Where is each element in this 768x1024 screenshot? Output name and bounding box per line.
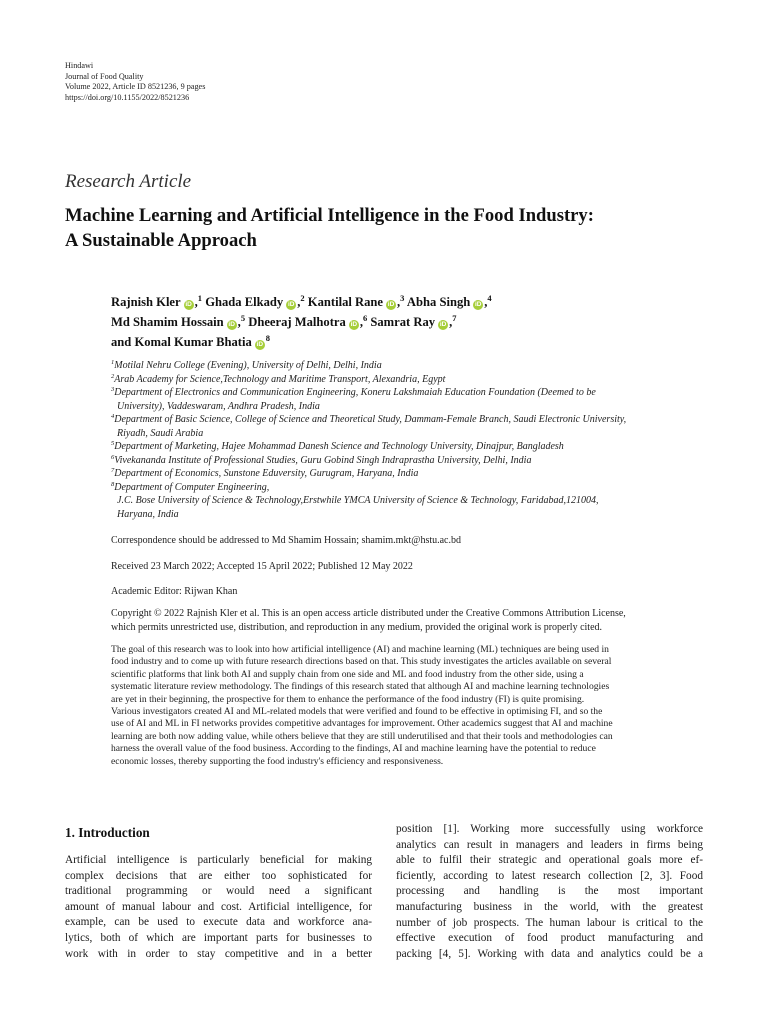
orcid-icon[interactable]: iD bbox=[228, 321, 235, 328]
correspondence-note: Correspondence should be addressed to Md Shamim Hossain; shamim.mkt@hstu.ac.bd bbox=[111, 535, 461, 546]
orcid-icon[interactable]: iD bbox=[350, 321, 358, 328]
orcid-icon[interactable]: iD bbox=[387, 301, 395, 308]
abstract-line: food industry and to come up with future research directions based on that. This study investigates the articles available on several bbox=[111, 656, 612, 668]
affiliation-list bbox=[111, 359, 711, 521]
author-affiliation-mark: 2 bbox=[300, 293, 305, 303]
body-line: position [1]. Working more successfully using workforce bbox=[396, 823, 703, 835]
abstract-line: harness the overall value of the food business. According to the findings, AI and machine learning have the potential to reduce bbox=[111, 743, 596, 755]
author-connector: and bbox=[111, 335, 132, 349]
author-affiliation-mark: 3 bbox=[400, 293, 405, 303]
publisher-name: Hindawi bbox=[65, 61, 94, 70]
affiliation-number: 5 bbox=[111, 440, 115, 447]
author-name: Md Shamim Hossain bbox=[111, 315, 224, 329]
article-title bbox=[65, 203, 725, 253]
copyright-line: which permits unrestricted use, distribution, and reproduction in any medium, provided the original work is properly cited. bbox=[111, 621, 603, 633]
abstract-line: systematic literature review methodology. The findings of this research stated that although AI and machine learning technologies bbox=[111, 681, 610, 693]
abstract-line: scientific platforms that link both AI and supply chain from one side and ML and food industry from the other side, using a bbox=[111, 668, 584, 680]
affiliation-number: 3 bbox=[111, 386, 115, 393]
author-affiliation-mark: 6 bbox=[362, 313, 368, 323]
author-name: Rajnish Kler bbox=[111, 295, 181, 309]
abstract-line: use of AI and ML in FI networks provides competitive advantages for improvement. Other academics suggest that AI and machine bbox=[111, 718, 613, 730]
body-line: manufacturing business in the world, with the greatest bbox=[396, 900, 703, 913]
affiliation-continuation: Riyadh, Saudi Arabia bbox=[117, 427, 204, 439]
orcid-icon[interactable]: iD bbox=[256, 341, 264, 348]
affiliation-continuation: Haryana, India bbox=[117, 508, 179, 520]
affiliation bbox=[111, 481, 711, 495]
copyright-line: Copyright © 2022 Rajnish Kler et al. This is an open access article distributed under the Creative Commons Attribution License, bbox=[111, 608, 626, 619]
affiliation-text: Department of Basic Science, College of Science and Theoretical Study, Dammam-Female Branch, Saudi Electronic University, bbox=[114, 414, 627, 425]
body-line: able to fulfil their strategic and operational goals more ef- bbox=[396, 854, 703, 867]
body-column-right bbox=[396, 822, 703, 962]
article-type: Research Article bbox=[65, 171, 192, 192]
affiliation bbox=[111, 467, 711, 481]
title-line: Machine Learning and Artificial Intelligence in the Food Industry: bbox=[65, 205, 594, 226]
body-line: effective execution of food product manufacturing and bbox=[396, 932, 703, 945]
author-affiliation-mark: 8 bbox=[265, 333, 271, 343]
orcid-icon[interactable]: iD bbox=[185, 301, 192, 308]
copyright-notice bbox=[111, 607, 711, 634]
author-name: Kantilal Rane bbox=[307, 295, 384, 309]
affiliation bbox=[111, 440, 711, 454]
affiliation-continuation: J.C. Bose University of Science & Technology,Erstwhile YMCA University of Science & Technology, Faridabad,121004, bbox=[117, 495, 599, 506]
body-line: ficiently, according to latest research collection [2, 3]. Food bbox=[396, 869, 703, 882]
title-line: A Sustainable Approach bbox=[65, 230, 257, 251]
journal-name: Journal of Food Quality bbox=[65, 71, 144, 81]
affiliation bbox=[111, 373, 711, 387]
author-line: Rajnish Kler iD ,$^1$ Ghada Elkady iD ,$^2$ Kantilal Rane iD ,$^3$ Abha Singh iD ,$^4$ bbox=[111, 293, 492, 309]
affiliation-text: Department of Marketing, Hajee Mohammad Danesh Science and Technology University, Dinajpur, Bangladesh bbox=[114, 441, 564, 452]
author-affiliation-mark: 5 bbox=[240, 313, 246, 323]
author-name: Dheeraj Malhotra bbox=[248, 315, 346, 329]
body-line: Artificial intelligence is particularly beneficial for making bbox=[65, 854, 372, 866]
body-column-left bbox=[65, 853, 372, 962]
author-line: Md Shamim Hossain iD ,$^5$ Dheeraj Malhotra iD ,$^6$ Samrat Ray iD ,$^7$ bbox=[111, 313, 457, 329]
abstract bbox=[111, 644, 711, 768]
section-heading: 1. Introduction bbox=[65, 825, 150, 840]
affiliation-text: Arab Academy for Science,Technology and Maritime Transport, Alexandria, Egypt bbox=[114, 373, 446, 385]
author-name: Ghada Elkady bbox=[205, 295, 284, 309]
affiliation bbox=[111, 386, 711, 400]
author-affiliation-mark: 7 bbox=[452, 313, 457, 323]
affiliation-text: Motilal Nehru College (Evening), University of Delhi, Delhi, India bbox=[114, 360, 382, 371]
author-affiliation-mark: 1 bbox=[197, 293, 203, 303]
author-name: Samrat Ray bbox=[370, 315, 436, 329]
author-line bbox=[111, 332, 711, 352]
academic-editor: Academic Editor: Rijwan Khan bbox=[111, 586, 238, 597]
abstract-line: economic losses, thereby supporting the food industry's efficiency and responsiveness. bbox=[111, 755, 444, 767]
body-line: amount of manual labour and cost. Artificial intelligence, for bbox=[65, 900, 372, 913]
body-line: packing [4, 5]. Working with data and analytics could be a bbox=[396, 947, 703, 960]
body-line: example, can be used to execute data and workforce ana- bbox=[65, 916, 372, 929]
abstract-line: learning are both now adding value, while others believe that they are still underutilised and that their tools and methodologies can bbox=[111, 730, 613, 742]
body-line: processing and handling is the most important bbox=[396, 885, 703, 898]
masthead bbox=[65, 61, 205, 103]
abstract-line: are yet in their beginning, the prospective for them to enhance the performance of the food industry (FI) is quite promising. bbox=[111, 693, 585, 705]
orcid-icon[interactable]: iD bbox=[475, 301, 482, 308]
affiliation bbox=[111, 454, 711, 468]
body-line: analytics can result in managers and leaders in firms being bbox=[396, 838, 703, 851]
abstract-line: The goal of this research was to look into how artificial intelligence (AI) and machine learning (ML) techniques are being used in bbox=[111, 644, 609, 655]
affiliation-number: 4 bbox=[111, 413, 115, 420]
affiliation bbox=[111, 359, 711, 373]
affiliation-number: 7 bbox=[111, 467, 115, 474]
affiliation-number: 6 bbox=[111, 453, 115, 461]
affiliation-number: 8 bbox=[111, 480, 115, 488]
orcid-icon[interactable]: iD bbox=[439, 321, 447, 328]
affiliation-text: Vivekananda Institute of Professional Studies, Guru Gobind Singh Indraprastha University, Delhi, India bbox=[114, 454, 532, 466]
orcid-icon[interactable]: iD bbox=[287, 301, 295, 308]
doi-link[interactable]: https://doi.org/10.1155/2022/8521236 bbox=[65, 92, 190, 102]
author-name: Abha Singh bbox=[406, 295, 471, 309]
body-line: work with in order to stay competitive and in a better bbox=[65, 947, 372, 960]
volume-info: Volume 2022, Article ID 8521236, 9 pages bbox=[65, 82, 206, 91]
affiliation bbox=[111, 413, 711, 427]
author-affiliation-mark: 4 bbox=[487, 293, 492, 303]
affiliation-text: Department of Computer Engineering, bbox=[114, 481, 270, 493]
body-line: complex decisions that are either too sophisticated for bbox=[65, 869, 372, 882]
author-name: Komal Kumar Bhatia bbox=[134, 335, 252, 349]
body-line: number of job prospects. The human labour is critical to the bbox=[396, 916, 703, 929]
author-list bbox=[111, 292, 711, 352]
affiliation-text: Department of Economics, Sunstone Eduversity, Gurugram, Haryana, India bbox=[114, 468, 419, 479]
affiliation-number: 1 bbox=[111, 359, 115, 366]
affiliation-text: Department of Electronics and Communication Engineering, Koneru Lakshmaiah Education Foundation (Deemed to be bbox=[114, 387, 596, 398]
affiliation-number: 2 bbox=[111, 372, 115, 380]
body-line: traditional programming or would need a significant bbox=[65, 885, 372, 898]
abstract-line: Various investigators created AI and ML-related models that were verified and found to be effective in optimising FI, and so the bbox=[111, 706, 603, 718]
affiliation-continuation: University), Vaddeswaram, Andhra Pradesh, India bbox=[117, 400, 320, 412]
publication-dates: Received 23 March 2022; Accepted 15 April 2022; Published 12 May 2022 bbox=[111, 561, 413, 572]
body-line: lytics, both of which are important parts for businesses to bbox=[65, 931, 372, 944]
